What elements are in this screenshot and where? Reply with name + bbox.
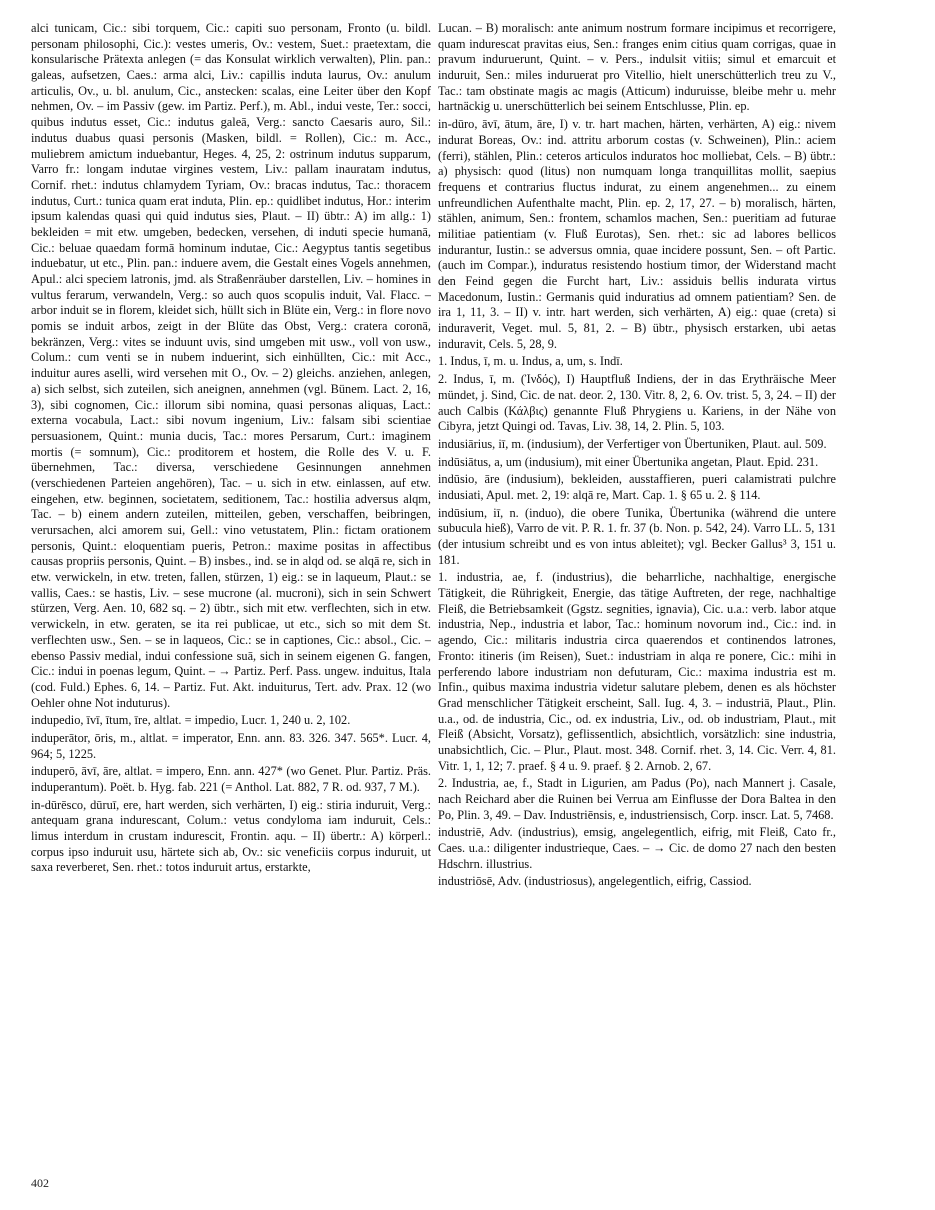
- entry-indusiarius: indusiārius, iī, m. (indusium), der Verfertiger von Übertuniken, Plaut. aul. 509.: [438, 436, 827, 451]
- left-column: [31, 21, 431, 1191]
- entry-indusium: indūsium, iī, n. (induo), die obere Tunika, Übertunika (während die untere subucula hieß), Varro de vit. P. R. 1. fr. 37 (b. Non. p. 542, 24). Varro LL. 5, 131 (der intusium schreibt und es von intus ableitet); vgl. Becker Gallus³ 3, 151 u. 181.: [438, 505, 836, 567]
- entry-industria-1: 1. industria, ae, f. (industrius), die beharrliche, nachhaltige, energische Tätigkeit, die Rührigkeit, Energie, das tätige Auftreten, der rege, nachhaltige Fleiß, die Betriebsamkeit (Ggstz. segnities, ignavia), Cic. u.a.: verb. labor atque industria, Nep., industria et labor, Tac.: hominum novorum ind., Cic.: ind. in agendo, Cic.: militaris industria circa quaerendos et continendos latrones, Fronto: itineris (im Reisen), Suet.: industriam in alqa re ponere, Cic.: mihi in perferendo labore industriam non defuturam, Cic.: maxima industria est m. Infin., quibus maxima industria videtur salutare plebem, denen es als höchster Grad menschlicher Tätigkeit erscheint, Sall. Iug. 4, 3. – industriā, Plaut., Plin. u.a., od. de industria, Cic., od. ex industria, Liv., od. ob industriam, Plaut., mit Fleiß (Absicht, Vorsatz), geflissentlich, absichtlich, vorsätzlich: sine industria, unabsichtlich, Cic. – Plur., Plaut. most. 348. Cornif. rhet. 3, 14. Cic. Verr. 4, 81. Vitr. 1, 1, 12; 7. praef. § 4 u. 9. praef. § 2. Arnob. 2, 67.: [438, 570, 836, 773]
- right-column: [438, 21, 836, 1191]
- entry-indus-1: 1. Indus, ī, m. u. Indus, a, um, s. Indī.: [438, 354, 623, 369]
- entry-in-duresco: in-dūrēsco, dūruī, ere, hart werden, sich verhärten, I) eig.: stiria induruit, Verg.: antequam grana indurescant, Colum.: vetus condyloma iam induruit, Cels.: limus interdum in crustam indurescit, Frontin. aqu. – II) übertr.: A) körperl.: corpus ipso induruit usu, härtete sich ab, Ov.: sic veneficiis corpus induruit, ut saxa reverberet, Sen. rhet.: totos induruit artus, erstarkte,: [31, 797, 431, 875]
- entry-indusio: indūsio, āre (indusium), bekleiden, ausstaffieren, pueri calamistrati pulchre indusiati, Apul. met. 2, 19: alqā re, Mart. Cap. 1. § 65 u. 2. § 114.: [438, 472, 836, 502]
- entry-industriose: industriōsē, Adv. (industriosus), angelegentlich, eifrig, Cassiod.: [438, 874, 752, 889]
- page-number: 402: [31, 1176, 49, 1190]
- entry-induresco-continued: Lucan. – B) moralisch: ante animum nostrum formare incipimus et recorrigere, quam indurescat pravitas eius, Sen.: franges enim citius quam corrigas, quae in pravum induruerunt, Quint. – v. Pers., indulsit vitiis; simul et emarcuit et induruit, Sen.: miles induruerat pro Vitellio, hielt unerschütterlich treu zu V., Tac.: tam obstinate magis ac magis (Atticum) induruisse, bleibe mehr u. mehr hartnäckig u. unerschütterlich bei seinem Entschlusse, Plin. ep.: [438, 21, 836, 114]
- entry-in-duro: in-dūro, āvī, ātum, āre, I) v. tr. hart machen, härten, verhärten, A) eig.: nivem indurat Boreas, Ov.: ind. attritu arborum costas (v. Schweinen), Plin.: aciem (ferri), stählen, Plin.: ceteros articulos induratos hoc molliebat, Cels. – B) übtr.: a) physisch: quod (litus) non numquam longa tranquillitas mollit, saepius frequens et contrarius fluctus indurat, zu einem angenehmen... zu einem unfreundlichen Aufenthalte macht, Plin. ep. 2, 17, 27. – b) moralisch, härten, stählen, animum, Sen.: frontem, schamlos machen, Sen.: pueritiam ad futurae militiae patientiam (v. Fluß Eurotas), Sen. rhet.: sic ad labores bellicos indurantur, Iustin.: se adversus omnia, quae incidere possunt, Sen. – oft Partic. (auch im Compar.), induratus resistendo hostium timor, der Widerstand macht den Feind gegen die Furcht hart, Liv.: assiduis bellis indurata virtus Macedonum, Iustin.: Germanis quid induratius ad omnem patientiam? Sen. de ira 1, 11, 3. – II) v. intr. hart werden, sich verhärten, A) eig.: quae (creta) si induraverit, Veget. mul. 5, 81, 2. – B) übtr., physisch erstarken, ubi aetas induravit, Cels. 5, 28, 9.: [438, 117, 836, 351]
- entry-indupedio: indupedio, īvī, ītum, īre, altlat. = impedio, Lucr. 1, 240 u. 2, 102.: [31, 713, 351, 728]
- entry-induperio: induperō, āvī, āre, altlat. = impero, Enn. ann. 427* (wo Genet. Plur. Partiz. Präs. induperantum). Poët. b. Hyg. fab. 221 (= Anthol. Lat. 882, 7 R. od. 937, 7 M.).: [31, 764, 431, 794]
- entry-induo-continued: alci tunicam, Cic.: sibi torquem, Cic.: capiti suo personam, Fronto (u. bildl. personam philosophi, Cic.): vestes umeris, Ov.: vestem, Suet.: praetextam, die konsularische Prätexta anlegen (= das Konsulat wirklich verwalten), Plin. pan.: galeas, aufsetzen, Caes.: arma alci, Liv.: capillis induta laurus, Ov.: anulum articulis, Ov., u. bl. anulum, Cic., anstecken: scalas, eine Leiter über den Kopf nehmen, Ov. – im Passiv (gew. im Partiz. Perf.), m. Abl., indui veste, Ter.: socci, quibus indutus esset, Cic.: indutus galeā, Verg.: sancto Caesaris auro, Sil.: indutus duabus quasi personis (Masken, bildl. = Rollen), Cic.: m. Acc., muliebrem amictum induebantur, Heges. 4, 25, 2: ostrinum indutus supparum, Varro fr.: longam indutae virgines vestem, Liv.: pallam inauratam indutus, Cornif. rhet.: indutus chlamydem Tyriam, Ov.: bracas indutus, Tac.: thoracem indutus, Curt.: tunica quam erat induta, Plin. ep.: quidlibet indutus, Hor.: interim ipsum kalendas quasi qui quid indutus sies, Plaut. – II) übtr.: A) im allg.: 1) bekleiden = mit etw. umgeben, bedecken, versehen, di induti specie humanā, Cic.: beluae quaedam formā hominum indutae, Cic.: Aegyptus tantis segetibus induebatur, ut etc., Plin. pan.: induere avem, die Gestalt eines Vogels annehmen, Apul.: alci speciem latronis, jmd. als Straßenräuber darstellen, Liv. – homines in vultus ferarum, verwandeln, Verg.: so auch quos scopulis induit, Val. Flacc. – arbor induit se in florem, kleidet sich, hüllt sich in Blüte ein, Verg.: in flore novo pomis se induit arbos, zeigt in der Blüte das Obst, Verg.: cratera coronā, bekränzen, Verg.: vites se induunt uvis, sind umgeben mit usw., voll von usw., Colum.: cum venti se in nubem induerint, sich einhüllten, Cic.: mit Acc., induitur aures aselli, wird versehen mit O., Ov. – 2) gleichs. anziehen, anlegen, a) sich selbst, sich zuteilen, sich aneignen, annehmen (vgl. Bünem. Lact. 2, 16, 3), sibi cognomen, Cic.: illorum sibi nomina, quasi personas aliquas, Lact.: externa vocabula, Lact.: sibi novum ingenium, Liv.: falsam sibi scientiae persuasionem, Quint.: munia ducis, Tac.: mores Persarum, Curt.: imaginem mortis (= somnum), Cic.: proditorem et hostem, die Rolle des V. u. F. übernehmen, Tac.: diversa, verschiedene Gesinnungen annehmen (verschiedenen Parteien angehören), Tac. – u. sich in etw. einlassen, auf etw. eingehen, etw. beginnen, societatem, seditionem, Tac.: hostilia adversus alqm, Tac. – b) einem andern zuteilen, mitteilen, geben, verschaffen, beibringen, verursachen, alci amorem sui, Gell.: vino vetustatem, Plin.: fictam orationem personis, Quint.: eloquentiam pueris, Petron.: maxime positas in affectibus causas propriis personis, Quint. – B) insbes., ind. se in alqd od. se alqā re, sich in etw. verwickeln, in etw. treten, fallen, stürzen, 1) eig.: se in laqueum, Plaut.: se vallis, Caes.: se hastis, Liv. – sese mucrone (al. mucroni), sich in sein Schwert stürzen, Verg. Aen. 10, 682 sq. – 2) übtr., sich mit etw. verflechten, sich in etw. verwickeln, in etw. geraten, se ita rei publicae, ut etc., sich so mit dem St. verflechten usw., Sen. – se in laqueos, Cic.: se in captiones, Cic.: absol., Cic. – ebenso Passiv medial, indui confessione suā, sich in seinem eigenen G. fangen, Cic.: indui in poenas legum, Quint. – → Partiz. Perf. Pass. ungew. induitus, Itala (cod. Fuld.) Ephes. 6, 14. – Partiz. Fut. Akt. induiturus, Tert. adv. Prax. 12 (wo Oehler ohne Not induturus).: [31, 21, 431, 710]
- entry-indus-2: 2. Indus, ī, m. (Ἰνδός), I) Hauptfluß Indiens, der in das Erythräische Meer mündet, j. Sind, Cic. de nat. deor. 2, 130. Vitr. 8, 2, 6. Ov. trist. 5, 3, 24. – II) der auch Calbis (Κάλβις) genannte Fluß Phrygiens u. Kariens, in der Nähe von Cibyra, jetzt Quingi od. Tavas, Liv. 38, 14, 2. Plin. 5, 103.: [438, 372, 836, 434]
- entry-industrie: industriē, Adv. (industrius), emsig, angelegentlich, eifrig, mit Fleiß, Cato fr., Caes. u.a.: diligenter industrieque, Caes. – → Cic. de domo 27 nach den besten Hdschrn. illustrius.: [438, 825, 836, 871]
- entry-induperator: induperātor, ōris, m., altlat. = imperator, Enn. ann. 83. 326. 347. 565*. Lucr. 4, 964; 5, 1225.: [31, 730, 431, 761]
- entry-industria-2: 2. Industria, ae, f., Stadt in Ligurien, am Padus (Po), nach Mannert j. Casale, nach Reichard aber die Ruinen bei Verrua am Einflusse der Dora Baltea in den Po, Plin. 3, 49. – Dav. Industriēnsis, e, industriensisch, Corp. inscr. Lat. 5, 7468.: [438, 776, 836, 822]
- entry-indusiatus: indūsiātus, a, um (indusium), mit einer Übertunika angetan, Plaut. Epid. 231.: [438, 454, 819, 469]
